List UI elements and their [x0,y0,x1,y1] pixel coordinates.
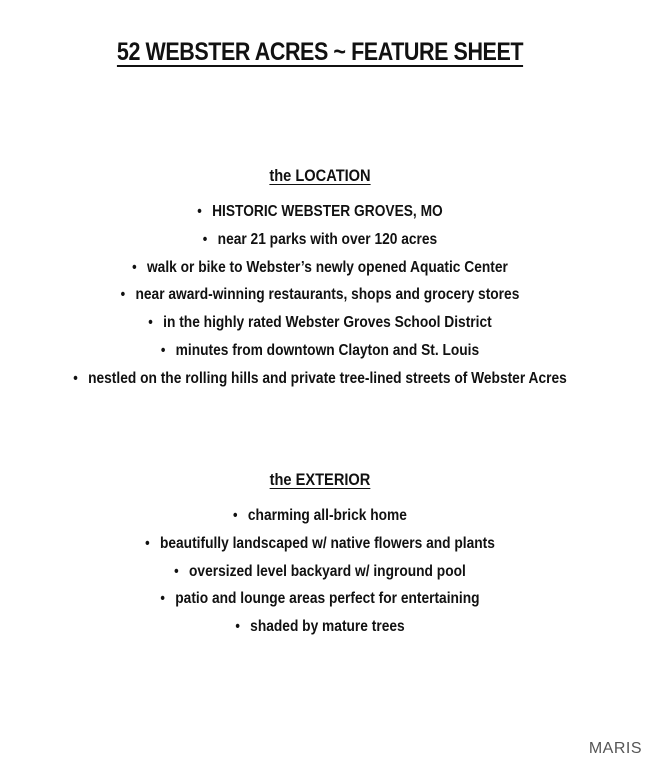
exterior-list [0,502,640,641]
bullet-icon: • [145,534,150,552]
list-item: • shaded by mature trees [45,613,595,641]
list-item: • in the highly rated Webster Groves School District [45,309,595,337]
maris-watermark: MARIS [588,740,642,757]
exterior-section [0,466,640,641]
page-title: 52 WEBSTER ACRES ~ FEATURE SHEET [116,38,524,66]
list-item: • charming all-brick home [45,502,595,530]
location-list [0,198,640,393]
bullet-icon: • [73,369,78,387]
list-item: • near 21 parks with over 120 acres [45,226,595,254]
bullet-icon: • [120,286,126,304]
bullet-icon: • [160,341,166,359]
bullet-icon: • [235,618,240,636]
bullet-icon: • [148,314,153,332]
bullet-icon: • [202,230,208,248]
exterior-heading: the EXTERIOR [269,470,371,489]
bullet-icon: • [132,258,137,276]
list-item: • patio and lounge areas perfect for entertaining [45,585,595,613]
list-item: • minutes from downtown Clayton and St. Louis [45,337,595,365]
bullet-icon: • [197,203,202,220]
location-heading: the LOCATION [269,166,371,185]
list-item: • beautifully landscaped w/ native flowers and plants [45,530,595,558]
bullet-icon: • [160,590,165,608]
location-section [0,162,640,393]
list-item: • walk or bike to Webster’s newly opened Aquatic Center [45,254,595,282]
bullet-icon: • [174,562,179,580]
list-item: • near award-winning restaurants, shops and grocery stores [45,281,595,309]
list-item: • nestled on the rolling hills and private tree-lined streets of Webster Acres [45,365,595,393]
bullet-icon: • [233,507,238,524]
list-item: • oversized level backyard w/ inground pool [45,558,595,586]
list-item: • HISTORIC WEBSTER GROVES, MO [45,198,595,226]
